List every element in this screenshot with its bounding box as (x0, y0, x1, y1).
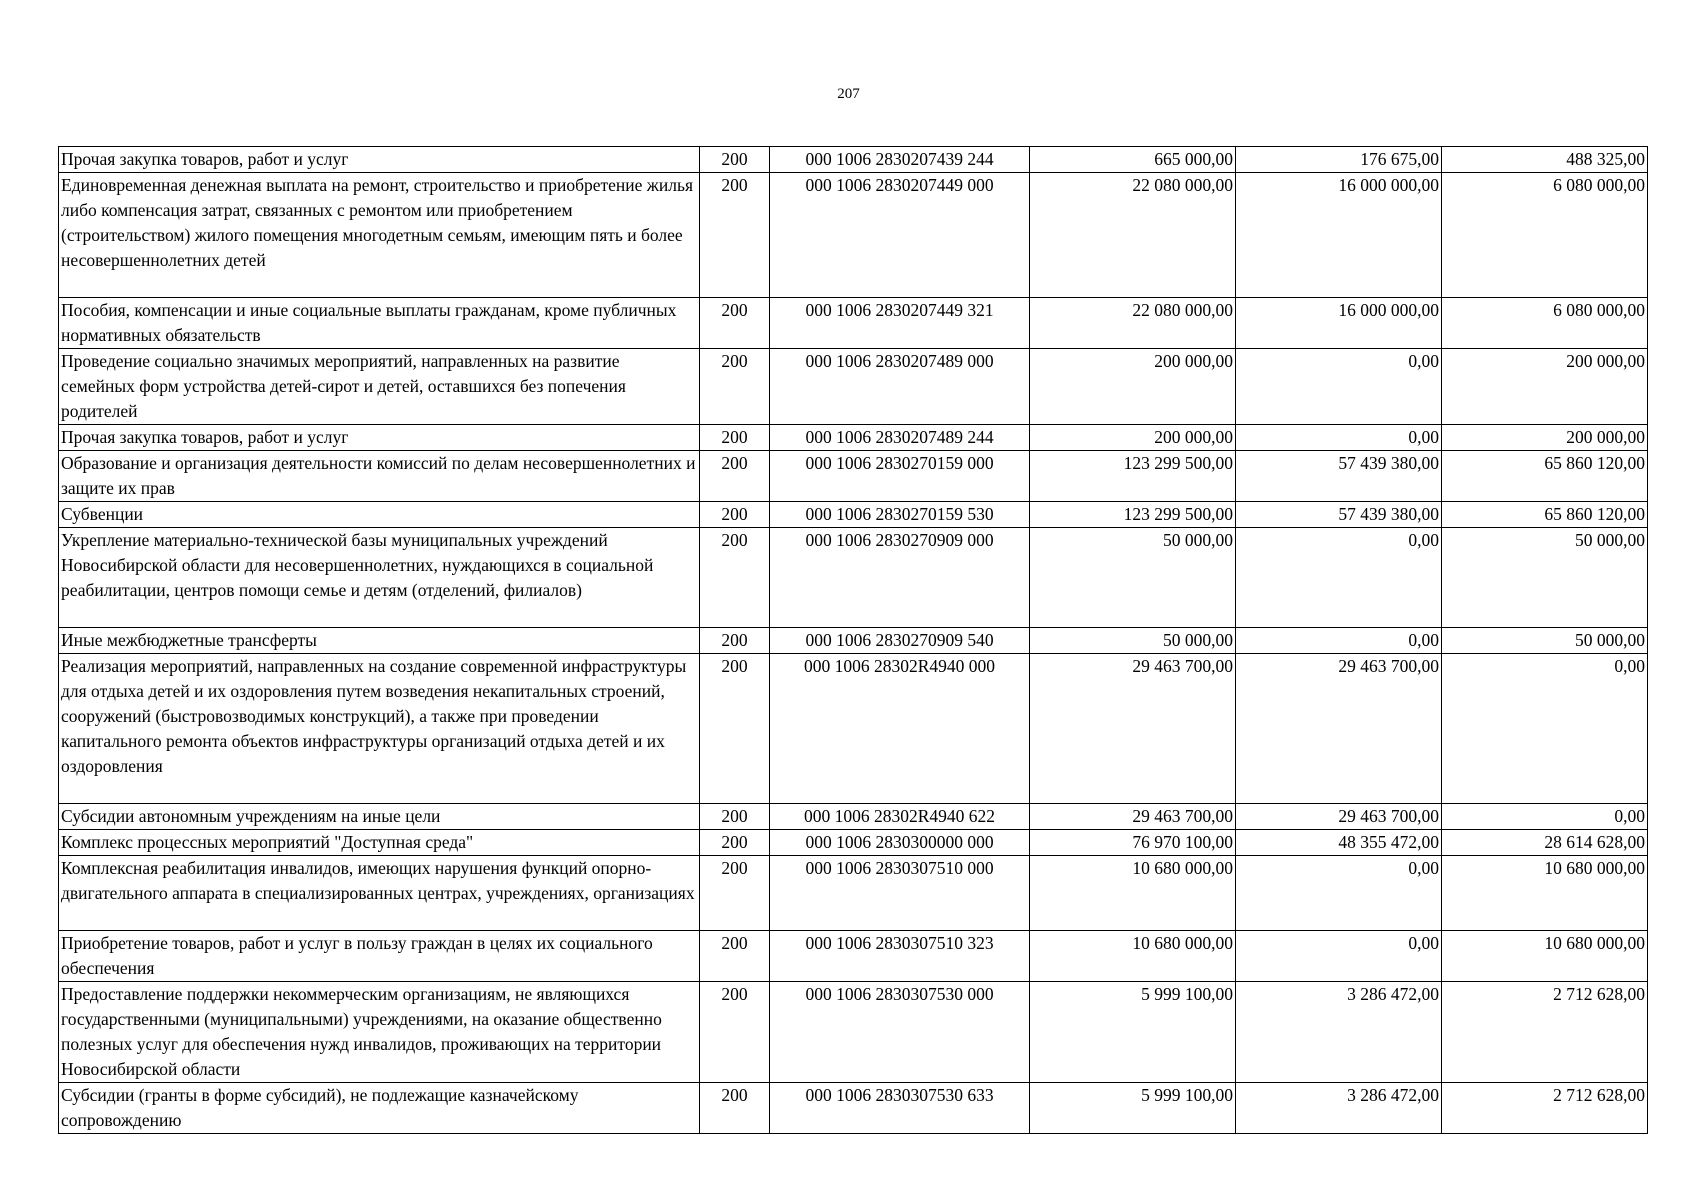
row-approved-amount-cell: 22 080 000,00 (1030, 298, 1236, 349)
row-unexecuted-amount-cell: 6 080 000,00 (1442, 298, 1648, 349)
row-admin-code-cell: 200 (700, 856, 770, 931)
row-executed-amount-cell: 29 463 700,00 (1236, 654, 1442, 804)
row-classification-code-cell: 000 1006 2830270909 000 (770, 528, 1030, 628)
row-classification-code-cell: 000 1006 2830270159 000 (770, 451, 1030, 502)
row-approved-amount-cell: 200 000,00 (1030, 425, 1236, 451)
row-name-cell: Прочая закупка товаров, работ и услуг (59, 425, 700, 451)
table-row (59, 502, 1648, 528)
row-approved-amount-cell: 50 000,00 (1030, 528, 1236, 628)
table-row (59, 298, 1648, 349)
row-approved-amount-cell: 123 299 500,00 (1030, 451, 1236, 502)
row-unexecuted-amount-cell: 200 000,00 (1442, 349, 1648, 425)
row-executed-amount-cell: 0,00 (1236, 349, 1442, 425)
table-row (59, 982, 1648, 1083)
row-classification-code-cell: 000 1006 2830207449 000 (770, 173, 1030, 298)
row-name-cell: Субсидии (гранты в форме субсидий), не подлежащие казначейскому сопровождению (59, 1083, 700, 1134)
row-executed-amount-cell: 0,00 (1236, 856, 1442, 931)
row-name-cell: Проведение социально значимых мероприятий, направленных на развитие семейных форм устройства детей-сирот и детей, оставшихся без попечения родителей (59, 349, 700, 425)
row-executed-amount-cell: 57 439 380,00 (1236, 451, 1442, 502)
row-unexecuted-amount-cell: 2 712 628,00 (1442, 982, 1648, 1083)
row-name-cell: Комплексная реабилитация инвалидов, имеющих нарушения функций опорно-двигательного аппарата в специализированных центрах, учреждениях, организациях (59, 856, 700, 931)
table-row (59, 830, 1648, 856)
row-executed-amount-cell: 0,00 (1236, 628, 1442, 654)
row-admin-code-cell: 200 (700, 982, 770, 1083)
row-unexecuted-amount-cell: 28 614 628,00 (1442, 830, 1648, 856)
row-executed-amount-cell: 16 000 000,00 (1236, 173, 1442, 298)
row-name-cell: Приобретение товаров, работ и услуг в пользу граждан в целях их социального обеспечения (59, 931, 700, 982)
row-name-cell: Иные межбюджетные трансферты (59, 628, 700, 654)
table-row (59, 628, 1648, 654)
row-admin-code-cell: 200 (700, 628, 770, 654)
row-unexecuted-amount-cell: 2 712 628,00 (1442, 1083, 1648, 1134)
row-approved-amount-cell: 29 463 700,00 (1030, 654, 1236, 804)
row-name-cell: Субвенции (59, 502, 700, 528)
row-unexecuted-amount-cell: 50 000,00 (1442, 628, 1648, 654)
row-approved-amount-cell: 5 999 100,00 (1030, 1083, 1236, 1134)
row-classification-code-cell: 000 1006 2830207449 321 (770, 298, 1030, 349)
table-row (59, 528, 1648, 628)
row-classification-code-cell: 000 1006 2830207439 244 (770, 147, 1030, 173)
row-executed-amount-cell: 3 286 472,00 (1236, 982, 1442, 1083)
row-approved-amount-cell: 22 080 000,00 (1030, 173, 1236, 298)
row-unexecuted-amount-cell: 6 080 000,00 (1442, 173, 1648, 298)
row-unexecuted-amount-cell: 65 860 120,00 (1442, 451, 1648, 502)
table-row (59, 451, 1648, 502)
table-row (59, 1083, 1648, 1134)
row-classification-code-cell: 000 1006 2830307510 000 (770, 856, 1030, 931)
row-unexecuted-amount-cell: 0,00 (1442, 804, 1648, 830)
row-unexecuted-amount-cell: 50 000,00 (1442, 528, 1648, 628)
row-classification-code-cell: 000 1006 28302R4940 000 (770, 654, 1030, 804)
row-admin-code-cell: 200 (700, 502, 770, 528)
row-admin-code-cell: 200 (700, 654, 770, 804)
row-approved-amount-cell: 29 463 700,00 (1030, 804, 1236, 830)
row-classification-code-cell: 000 1006 2830300000 000 (770, 830, 1030, 856)
row-admin-code-cell: 200 (700, 147, 770, 173)
row-approved-amount-cell: 76 970 100,00 (1030, 830, 1236, 856)
row-executed-amount-cell: 57 439 380,00 (1236, 502, 1442, 528)
row-approved-amount-cell: 665 000,00 (1030, 147, 1236, 173)
budget-table (58, 146, 1648, 1134)
row-executed-amount-cell: 16 000 000,00 (1236, 298, 1442, 349)
row-approved-amount-cell: 200 000,00 (1030, 349, 1236, 425)
row-unexecuted-amount-cell: 65 860 120,00 (1442, 502, 1648, 528)
row-name-cell: Субсидии автономным учреждениям на иные цели (59, 804, 700, 830)
row-classification-code-cell: 000 1006 2830307530 633 (770, 1083, 1030, 1134)
row-executed-amount-cell: 0,00 (1236, 931, 1442, 982)
budget-table-body (59, 147, 1648, 1134)
row-name-cell: Комплекс процессных мероприятий "Доступная среда" (59, 830, 700, 856)
table-row (59, 654, 1648, 804)
row-admin-code-cell: 200 (700, 298, 770, 349)
table-row (59, 147, 1648, 173)
table-row (59, 425, 1648, 451)
row-classification-code-cell: 000 1006 28302R4940 622 (770, 804, 1030, 830)
row-unexecuted-amount-cell: 200 000,00 (1442, 425, 1648, 451)
table-row (59, 804, 1648, 830)
row-executed-amount-cell: 29 463 700,00 (1236, 804, 1442, 830)
table-row (59, 173, 1648, 298)
row-classification-code-cell: 000 1006 2830270159 530 (770, 502, 1030, 528)
row-unexecuted-amount-cell: 488 325,00 (1442, 147, 1648, 173)
page-number: 207 (837, 86, 860, 102)
row-executed-amount-cell: 0,00 (1236, 425, 1442, 451)
row-classification-code-cell: 000 1006 2830207489 000 (770, 349, 1030, 425)
row-classification-code-cell: 000 1006 2830307530 000 (770, 982, 1030, 1083)
row-approved-amount-cell: 50 000,00 (1030, 628, 1236, 654)
row-admin-code-cell: 200 (700, 804, 770, 830)
row-approved-amount-cell: 10 680 000,00 (1030, 931, 1236, 982)
row-admin-code-cell: 200 (700, 931, 770, 982)
row-name-cell: Пособия, компенсации и иные социальные выплаты гражданам, кроме публичных нормативных обязательств (59, 298, 700, 349)
row-unexecuted-amount-cell: 0,00 (1442, 654, 1648, 804)
row-executed-amount-cell: 0,00 (1236, 528, 1442, 628)
row-name-cell: Единовременная денежная выплата на ремонт, строительство и приобретение жилья либо компенсация затрат, связанных с ремонтом или приобретением (строительством) жилого помещения многодетным семьям, имеющим пять и более несовершеннолетних детей (59, 173, 700, 298)
row-name-cell: Укрепление материально-технической базы муниципальных учреждений Новосибирской области для несовершеннолетних, нуждающихся в социальной реабилитации, центров помощи семье и детям (отделений, филиалов) (59, 528, 700, 628)
row-admin-code-cell: 200 (700, 451, 770, 502)
row-admin-code-cell: 200 (700, 425, 770, 451)
row-executed-amount-cell: 48 355 472,00 (1236, 830, 1442, 856)
row-admin-code-cell: 200 (700, 173, 770, 298)
row-classification-code-cell: 000 1006 2830270909 540 (770, 628, 1030, 654)
table-row (59, 856, 1648, 931)
row-name-cell: Реализация мероприятий, направленных на создание современной инфраструктуры для отдыха детей и их оздоровления путем возведения некапитальных строений, сооружений (быстровозводимых конструкций), а также при проведении капитального ремонта объектов инфраструктуры организаций отдыха детей и их оздоровления (59, 654, 700, 804)
row-classification-code-cell: 000 1006 2830307510 323 (770, 931, 1030, 982)
row-admin-code-cell: 200 (700, 1083, 770, 1134)
row-unexecuted-amount-cell: 10 680 000,00 (1442, 931, 1648, 982)
row-name-cell: Прочая закупка товаров, работ и услуг (59, 147, 700, 173)
row-admin-code-cell: 200 (700, 528, 770, 628)
row-executed-amount-cell: 3 286 472,00 (1236, 1083, 1442, 1134)
row-executed-amount-cell: 176 675,00 (1236, 147, 1442, 173)
table-row (59, 931, 1648, 982)
row-approved-amount-cell: 5 999 100,00 (1030, 982, 1236, 1083)
row-name-cell: Предоставление поддержки некоммерческим организациям, не являющихся государственными (муниципальными) учреждениями, на оказание общественно полезных услуг для обеспечения нужд инвалидов, проживающих на территории Новосибирской области (59, 982, 700, 1083)
row-approved-amount-cell: 10 680 000,00 (1030, 856, 1236, 931)
row-classification-code-cell: 000 1006 2830207489 244 (770, 425, 1030, 451)
row-admin-code-cell: 200 (700, 830, 770, 856)
row-admin-code-cell: 200 (700, 349, 770, 425)
table-row (59, 349, 1648, 425)
row-unexecuted-amount-cell: 10 680 000,00 (1442, 856, 1648, 931)
row-approved-amount-cell: 123 299 500,00 (1030, 502, 1236, 528)
row-name-cell: Образование и организация деятельности комиссий по делам несовершеннолетних и защите их прав (59, 451, 700, 502)
